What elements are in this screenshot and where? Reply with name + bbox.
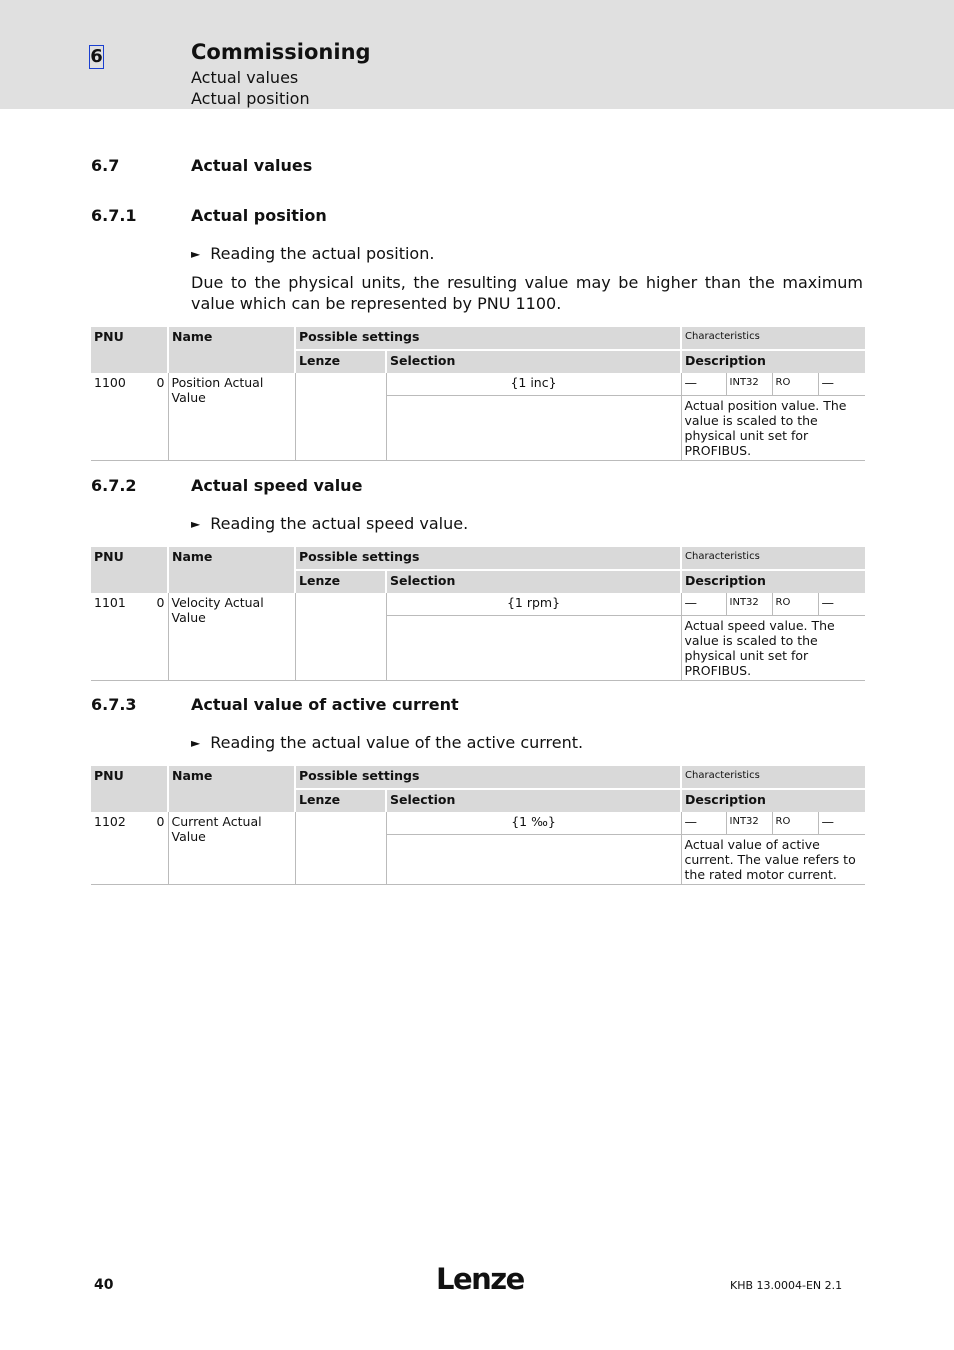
name-cell: Position Actual Value [168, 373, 295, 460]
pnu-index: 0 [156, 595, 165, 610]
header-name: Name [168, 327, 295, 373]
char-cell-4: — [818, 373, 865, 395]
char-cell-1: — [681, 373, 726, 395]
bullet-text: Reading the actual speed value. [210, 514, 469, 533]
section-title: Actual value of active current [191, 695, 459, 714]
section-title: Actual position [191, 206, 327, 225]
bullet-text: Reading the actual position. [210, 244, 435, 263]
header-description: Description [681, 350, 865, 373]
pnu-value: 1102 [94, 814, 126, 829]
header-description: Description [681, 789, 865, 812]
pnu-cell [91, 812, 168, 884]
access-cell: RO [772, 812, 818, 834]
pnu-index: 0 [156, 814, 165, 829]
page-header [0, 0, 954, 109]
chapter-number: 6 [90, 46, 103, 67]
section-title: Actual speed value [191, 476, 363, 495]
header-selection: Selection [386, 350, 681, 373]
pnu-cell [91, 593, 168, 680]
datatype-cell: INT32 [726, 812, 772, 834]
section-number: 6.7.3 [91, 695, 137, 714]
lenze-cell [295, 593, 386, 680]
header-selection: Selection [386, 570, 681, 593]
header-lenze: Lenze [295, 350, 386, 373]
header-subtitle-1: Actual values [191, 68, 299, 87]
header-possible-settings: Possible settings [295, 766, 681, 789]
char-cell-4: — [818, 593, 865, 615]
selection-empty-cell [386, 615, 681, 680]
section-title: Actual values [191, 156, 313, 175]
header-characteristics: Characteristics [681, 547, 865, 570]
triangle-bullet-icon: ► [191, 736, 201, 750]
section-number: 6.7.2 [91, 476, 137, 495]
header-possible-settings: Possible settings [295, 547, 681, 570]
header-pnu: PNU [91, 327, 168, 373]
parameter-table-1101 [91, 547, 865, 681]
lenze-cell [295, 373, 386, 460]
name-cell: Velocity Actual Value [168, 593, 295, 680]
section-number: 6.7 [91, 156, 120, 175]
document-id: KHB 13.0004-EN 2.1 [730, 1279, 843, 1292]
access-cell: RO [772, 593, 818, 615]
triangle-bullet-icon: ► [191, 247, 201, 261]
header-pnu: PNU [91, 547, 168, 593]
selection-cell: {1 inc} [386, 373, 681, 395]
bullet-item [191, 514, 468, 533]
pnu-value: 1100 [94, 375, 126, 390]
char-cell-1: — [681, 812, 726, 834]
parameter-table-1100 [91, 327, 865, 461]
chapter-title: Commissioning [191, 40, 371, 64]
pnu-cell [91, 373, 168, 460]
header-selection: Selection [386, 789, 681, 812]
access-cell: RO [772, 373, 818, 395]
bullet-item [191, 244, 434, 263]
lenze-logo: Lenze [436, 1262, 524, 1296]
name-cell: Current Actual Value [168, 812, 295, 884]
page-number: 40 [94, 1277, 114, 1293]
header-possible-settings: Possible settings [295, 327, 681, 350]
header-name: Name [168, 547, 295, 593]
char-cell-4: — [818, 812, 865, 834]
header-description: Description [681, 570, 865, 593]
pnu-index: 0 [156, 375, 165, 390]
triangle-bullet-icon: ► [191, 517, 201, 531]
selection-empty-cell [386, 834, 681, 884]
body-paragraph: Due to the physical units, the resulting value may be higher than the maximum value which can be represented by PNU 1100. [191, 273, 863, 313]
selection-cell: {1 rpm} [386, 593, 681, 615]
bullet-text: Reading the actual value of the active current. [210, 733, 584, 752]
header-subtitle-2: Actual position [191, 89, 310, 108]
header-pnu: PNU [91, 766, 168, 812]
datatype-cell: INT32 [726, 593, 772, 615]
section-number: 6.7.1 [91, 206, 137, 225]
header-lenze: Lenze [295, 789, 386, 812]
header-characteristics: Characteristics [681, 766, 865, 789]
description-cell: Actual position value. The value is scaled to the physical unit set for PROFIBUS. [681, 395, 865, 460]
lenze-cell [295, 812, 386, 884]
datatype-cell: INT32 [726, 373, 772, 395]
description-cell: Actual speed value. The value is scaled to the physical unit set for PROFIBUS. [681, 615, 865, 680]
header-characteristics: Characteristics [681, 327, 865, 350]
parameter-table-1102 [91, 766, 865, 885]
pnu-value: 1101 [94, 595, 126, 610]
header-name: Name [168, 766, 295, 812]
description-cell: Actual value of active current. The value refers to the rated motor current. [681, 834, 865, 884]
bullet-item [191, 733, 583, 752]
header-lenze: Lenze [295, 570, 386, 593]
selection-empty-cell [386, 395, 681, 460]
char-cell-1: — [681, 593, 726, 615]
selection-cell: {1 ‰} [386, 812, 681, 834]
